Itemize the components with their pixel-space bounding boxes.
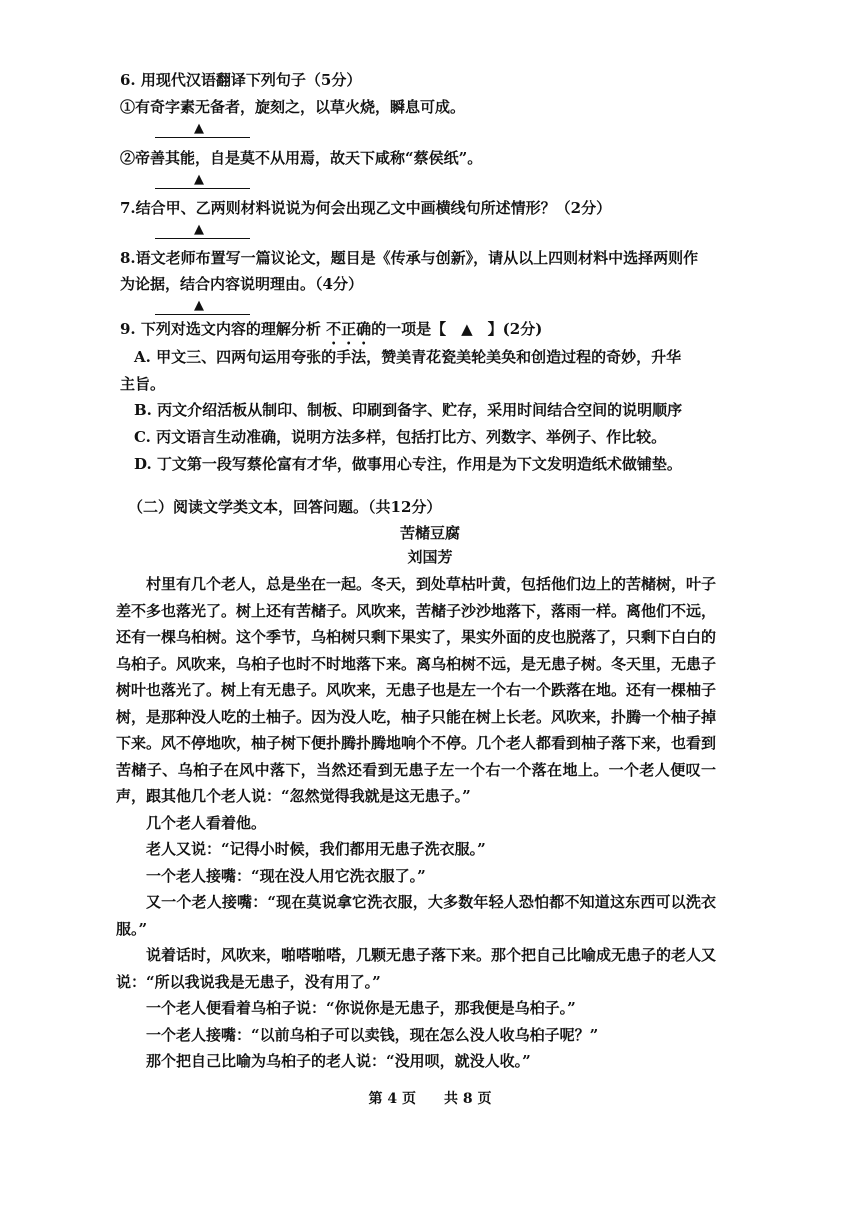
q9-stem-post: 的一项是【 ▲ 】(2分)	[371, 320, 543, 338]
answer-blank[interactable]	[155, 122, 250, 144]
q8-line-2: 为论据，结合内容说明理由。（4分）	[120, 275, 363, 293]
q9-stem	[120, 318, 542, 348]
answer-triangle-icon: ▲	[194, 298, 204, 313]
answer-underline	[155, 314, 250, 315]
story-paragraph: 村里有几个老人，总是坐在一起。冬天，到处草枯叶黄，包括他们边上的苦槠树，叶子差不多也落光了。树上还有苦槠子。风吹来，苦槠子沙沙地落下，落雨一样。离他们不远，还有一棵乌桕树。这个季节，乌桕树只剩下果实了，果实外面的皮也脱落了，只剩下白白的乌桕子。风吹来，乌桕子也时不时地落下来。离乌桕树不远，是无患子树。冬天里，无患子树叶也落光了。树上有无患子。风吹来，无患子也是左一个右一个跌落在地。还有一棵柚子树，是那种没人吃的土柚子。因为没人吃，柚子只能在树上长老。风吹来，扑腾一个柚子掉下来。风不停地吹，柚子树下便扑腾扑腾地响个不停。几个老人都看到柚子落下来，也看到苦槠子、乌桕子在风中落下，当然还看到无患子左一个右一个落在地上。一个老人便叹一声，跟其他几个老人说：“忽然觉得我就是这无患子。”	[116, 575, 717, 805]
answer-underline	[155, 238, 250, 239]
story-paragraph: 一个老人便看着乌桕子说：“你说你是无患子，那我便是乌桕子。”	[146, 999, 576, 1017]
story-paragraph: 那个把自己比喻为乌桕子的老人说：“没用呗，就没人收。”	[146, 1052, 531, 1070]
q8-line-1: 8.语文老师布置写一篇议论文，题目是《传承与创新》，请从以上四则材料中选择两则作	[120, 249, 699, 267]
story-author: 刘国芳	[407, 548, 453, 566]
answer-blank[interactable]	[155, 173, 250, 195]
story-paragraph: 一个老人接嘴：“以前乌桕子可以卖钱，现在怎么没人收乌桕子呢？”	[146, 1025, 599, 1044]
answer-underline	[155, 137, 250, 138]
section-heading: （二）阅读文学类文本，回答问题。（共12分）	[128, 498, 442, 516]
story-paragraph: 说着话时，风吹来，啪嗒啪嗒，几颗无患子落下来。那个把自己比喻成无患子的老人又说：“所以我说我是无患子，没有用了。”	[116, 946, 717, 991]
story-paragraph: 又一个老人接嘴：“现在莫说拿它洗衣服，大多数年轻人恐怕都不知道这东西可以洗衣服。”	[116, 893, 716, 938]
q9-option-b: B. 丙文介绍活板从制印、制板、印刷到备字、贮存，采用时间结合空间的说明顺序	[134, 401, 683, 419]
answer-triangle-icon: ▲	[194, 121, 204, 136]
story-body	[116, 571, 716, 1075]
answer-underline	[155, 188, 250, 189]
q7-text: 7.结合甲、乙两则材料说说为何会出现乙文中画横线句所述情形？（2分）	[120, 199, 612, 217]
answer-triangle-icon: ▲	[194, 172, 204, 187]
story-paragraph: 几个老人看着他。	[146, 813, 267, 832]
q9-emphasis: 不正确	[326, 320, 372, 338]
q6-title: 6. 用现代汉语翻译下列句子（5分）	[120, 71, 362, 89]
q6-sentence-1: ①有奇字素无备者，旋刻之，以草火烧，瞬息可成。	[120, 98, 466, 116]
story-title: 苦槠豆腐	[399, 524, 460, 542]
q9-option-c: C. 丙文语言生动准确，说明方法多样，包括打比方、列数字、举例子、作比较。	[134, 428, 667, 446]
q6-sentence-2: ②帝善其能，自是莫不从用焉，故天下咸称“蔡侯纸”。	[120, 149, 483, 167]
q9-option-a-line-2: 主旨。	[120, 375, 166, 393]
q9-option-a-line-1: A. 甲文三、四两句运用夸张的手法，赞美青花瓷美轮美奂和创造过程的奇妙，升华	[134, 348, 682, 366]
answer-triangle-icon: ▲	[194, 222, 204, 237]
q9-option-d: D. 丁文第一段写蔡伦富有才华，做事用心专注，作用是为下文发明造纸术做铺垫。	[134, 455, 682, 473]
page-footer: 第 4 页 共 8 页	[368, 1091, 492, 1107]
story-paragraph: 老人又说：“记得小时候，我们都用无患子洗衣服。”	[146, 840, 486, 858]
story-paragraph: 一个老人接嘴：“现在没人用它洗衣服了。”	[146, 866, 426, 885]
q9-stem-pre: 9. 下列对选文内容的理解分析	[120, 320, 321, 338]
answer-blank[interactable]	[155, 223, 250, 245]
